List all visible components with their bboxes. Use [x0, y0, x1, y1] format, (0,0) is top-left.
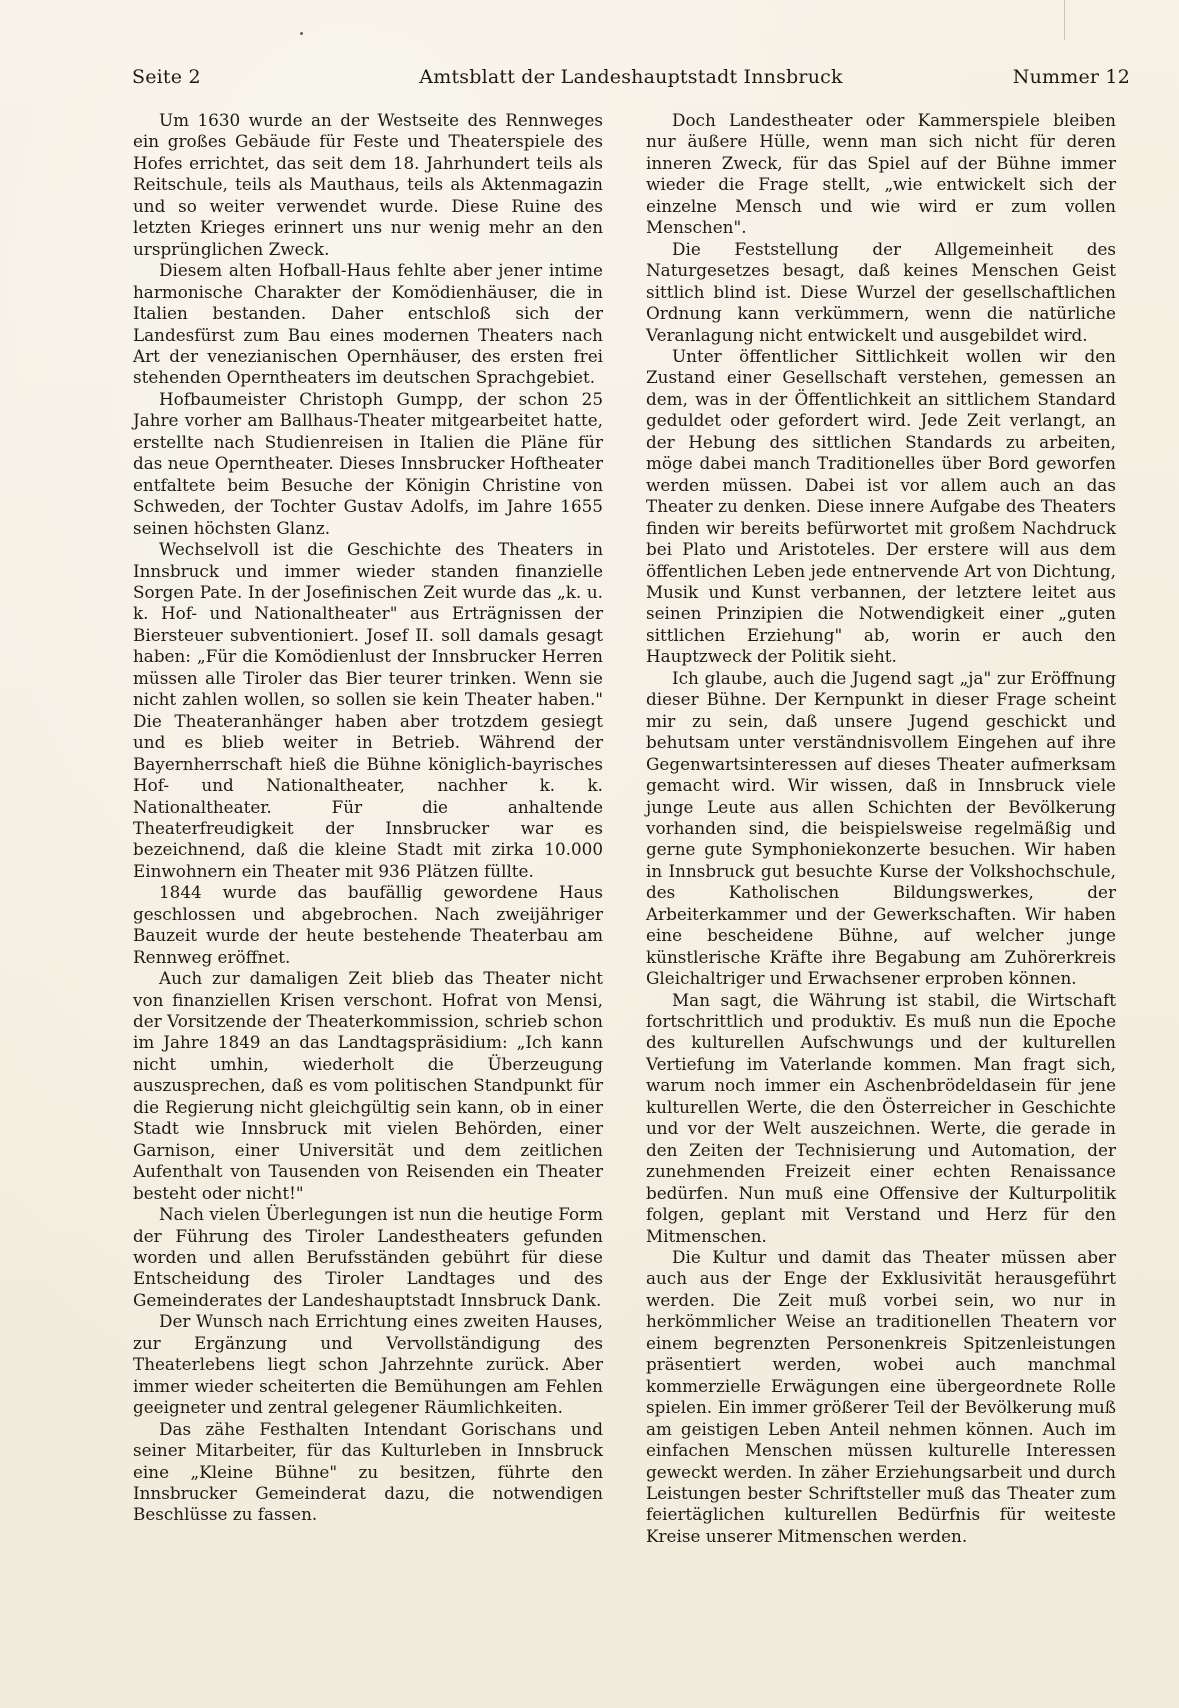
- paragraph: Doch Landestheater oder Kammerspiele bleiben nur äußere Hülle, wenn man sich nicht für deren inneren Zweck, für das Spiel auf der Bühne immer wieder die Frage stellt, „wie entwickelt sich der einzelne Mensch und wie wird er zum vollen Menschen".: [646, 110, 1116, 238]
- paragraph: Der Wunsch nach Errichtung eines zweiten Hauses, zur Ergänzung und Vervollständigung des Theaterlebens liegt schon Jahrzehnte zurück. Aber immer wieder scheiterten die Bemühungen am Fehlen geeigneter und zentral gelegener Räumlichkeiten.: [133, 1311, 603, 1418]
- paragraph: Auch zur damaligen Zeit blieb das Theater nicht von finanziellen Krisen verschont. Hofrat von Mensi, der Vorsitzende der Theaterkommission, schrieb schon im Jahre 1849 an das Landtagspräsidium: „Ich kann nicht umhin, wiederholt die Überzeugung auszusprechen, daß es vom politischen Standpunkt für die Regierung nicht gleichgültig sein kann, ob in einer Stadt wie Innsbruck mit vielen Behörden, einer Garnison, einer Universität und dem zeitlichen Aufenthalt von Tausenden von Reisenden ein Theater besteht oder nicht!": [133, 968, 603, 1203]
- paragraph: Die Kultur und damit das Theater müssen aber auch aus der Enge der Exklusivität herausgeführt werden. Die Zeit muß vorbei sein, wo nur in herkömmlicher Weise an traditionellen Theatern vor einem begrenzten Personenkreis Spitzenleistungen präsentiert werden, wobei auch manchmal kommerzielle Erwägungen eine übergeordnete Rolle spielen. Ein immer größerer Teil der Bevölkerung muß am geistigen Leben Anteil nehmen können. Auch im einfachen Menschen müssen kulturelle Interessen geweckt werden. In zäher Erziehungsarbeit und durch Leistungen bester Schriftsteller muß das Theater zum feiertäglichen kulturellen Bedürfnis für weiteste Kreise unserer Mitmenschen werden.: [646, 1247, 1116, 1546]
- publication-title: Amtsblatt der Landeshauptstadt Innsbruck: [419, 66, 843, 88]
- paragraph: Wechselvoll ist die Geschichte des Theaters in Innsbruck und immer wieder standen finanzielle Sorgen Pate. In der Josefinischen Zeit wurde das „k. u. k. Hof- und Nationaltheater" aus Erträgnissen der Biersteuer subventioniert. Josef II. soll damals gesagt haben: „Für die Komödienlust der Innsbrucker Herren müssen alle Tiroler das Bier teurer trinken. Wenn sie nicht zahlen wollen, so sollen sie kein Theater haben." Die Theateranhänger haben aber trotzdem gesiegt und es blieb weiter in Betrieb. Während der Bayernherrschaft hieß die Bühne königlich-bayrisches Hof- und Nationaltheater, nachher k. k. Nationaltheater. Für die anhaltende Theaterfreudigkeit der Innsbrucker war es bezeichnend, daß die kleine Stadt mit zirka 10.000 Einwohnern ein Theater mit 936 Plätzen füllte.: [133, 539, 603, 881]
- paragraph: Um 1630 wurde an der Westseite des Rennweges ein großes Gebäude für Feste und Theaterspiele des Hofes errichtet, das seit dem 18. Jahrhundert teils als Reitschule, teils als Mauthaus, teils als Aktenmagazin und so weiter verwendet wurde. Diese Ruine des letzten Krieges erinnert uns nur wenig mehr an den ursprünglichen Zweck.: [133, 110, 603, 259]
- paragraph: Hofbaumeister Christoph Gumpp, der schon 25 Jahre vorher am Ballhaus-Theater mitgearbeitet hatte, erstellte nach Studienreisen in Italien die Pläne für das neue Operntheater. Dieses Innsbrucker Hoftheater entfaltete beim Besuche der Königin Christine von Schweden, der Tochter Gustav Adolfs, im Jahre 1655 seinen höchsten Glanz.: [133, 388, 603, 538]
- paragraph: Man sagt, die Währung ist stabil, die Wirtschaft fortschrittlich und produktiv. Es muß nun die Epoche des kulturellen Aufschwungs und der kulturellen Vertiefung im Vaterlande kommen. Man fragt sich, warum noch immer ein Aschenbrödeldasein für jene kulturellen Werte, die den Österreicher in Geschichte und vor der Welt auszeichnen. Werte, die gerade in den Zeiten der Technisierung und Automation, der zunehmenden Freizeit einer echten Renaissance bedürfen. Nun muß eine Offensive der Kulturpolitik folgen, geplant mit Verstand und Herz für den Mitmenschen.: [646, 989, 1116, 1246]
- left-column: [133, 110, 603, 1526]
- page-edge-mark: [1064, 0, 1065, 40]
- paragraph: Die Feststellung der Allgemeinheit des Naturgesetzes besagt, daß keines Menschen Geist sittlich blind ist. Diese Wurzel der gesellschaftlichen Ordnung kann verkümmern, wenn die natürliche Veranlagung nicht entwickelt und ausgebildet wird.: [646, 238, 1116, 345]
- paragraph: Das zähe Festhalten Intendant Gorischans und seiner Mitarbeiter, für das Kulturleben in Innsbruck eine „Kleine Bühne" zu besitzen, führte den Innsbrucker Gemeinderat dazu, die notwendigen Beschlüsse zu fassen.: [133, 1418, 603, 1525]
- paragraph: Diesem alten Hofball-Haus fehlte aber jener intime harmonische Charakter der Komödienhäuser, die in Italien bestanden. Daher entschloß sich der Landesfürst zum Bau eines modernen Theaters nach Art der venezianischen Opernhäuser, des ersten frei stehenden Operntheaters im deutschen Sprachgebiet.: [133, 260, 603, 388]
- paragraph: Ich glaube, auch die Jugend sagt „ja" zur Eröffnung dieser Bühne. Der Kernpunkt in dieser Frage scheint mir zu sein, daß unsere Jugend geschickt und behutsam unter verständnisvollem Eingehen auf ihre Gegenwartsinteressen auf dieses Theater aufmerksam gemacht wird. Wir wissen, daß in Innsbruck viele junge Leute aus allen Schichten der Bevölkerung vorhanden sind, die beispielsweise regelmäßig und gerne gute Symphoniekonzerte besuchen. Wir haben in Innsbruck gut besuchte Kurse der Volkshochschule, des Katholischen Bildungswerkes, der Arbeiterkammer und der Gewerkschaften. Wir haben eine bescheidene Bühne, auf welcher junge künstlerische Kräfte ihre Begabung am Zuhörerkreis Gleichaltriger und Erwachsener erproben können.: [646, 667, 1116, 989]
- right-column: [646, 110, 1116, 1547]
- page-header: [132, 66, 1130, 94]
- paragraph: Nach vielen Überlegungen ist nun die heutige Form der Führung des Tiroler Landestheaters gefunden worden und allen Berufsständen gebührt für diese Entscheidung des Tiroler Landtages und des Gemeinderates der Landeshauptstadt Innsbruck Dank.: [133, 1204, 603, 1310]
- paragraph: Unter öffentlicher Sittlichkeit wollen wir den Zustand einer Gesellschaft verstehen, gemessen an dem, was in der Öffentlichkeit an sittlichem Standard geduldet oder gefordert wird. Jede Zeit verlangt, an der Hebung des sittlichen Standards zu arbeiten, möge dabei manch Traditionelles über Bord geworfen werden müssen. Dabei ist vor allem auch an das Theater zu denken. Diese innere Aufgabe des Theaters finden wir bereits befürwortet mit großem Nachdruck bei Plato und Aristoteles. Der erstere will aus dem öffentlichen Leben jede entnervende Art von Dichtung, Musik und Kunst verbannen, der letztere leitet aus seinen Prinzipien die Notwendigkeit einer „guten sittlichen Erziehung" ab, worin er auch den Hauptzweck der Politik sieht.: [646, 345, 1116, 667]
- paper-speck: [300, 32, 303, 35]
- paragraph: 1844 wurde das baufällig gewordene Haus geschlossen und abgebrochen. Nach zweijähriger Bauzeit wurde der heute bestehende Theaterbau am Rennweg eröffnet.: [133, 882, 603, 967]
- page-number: Seite 2: [132, 66, 201, 88]
- issue-number: Nummer 12: [1012, 66, 1130, 88]
